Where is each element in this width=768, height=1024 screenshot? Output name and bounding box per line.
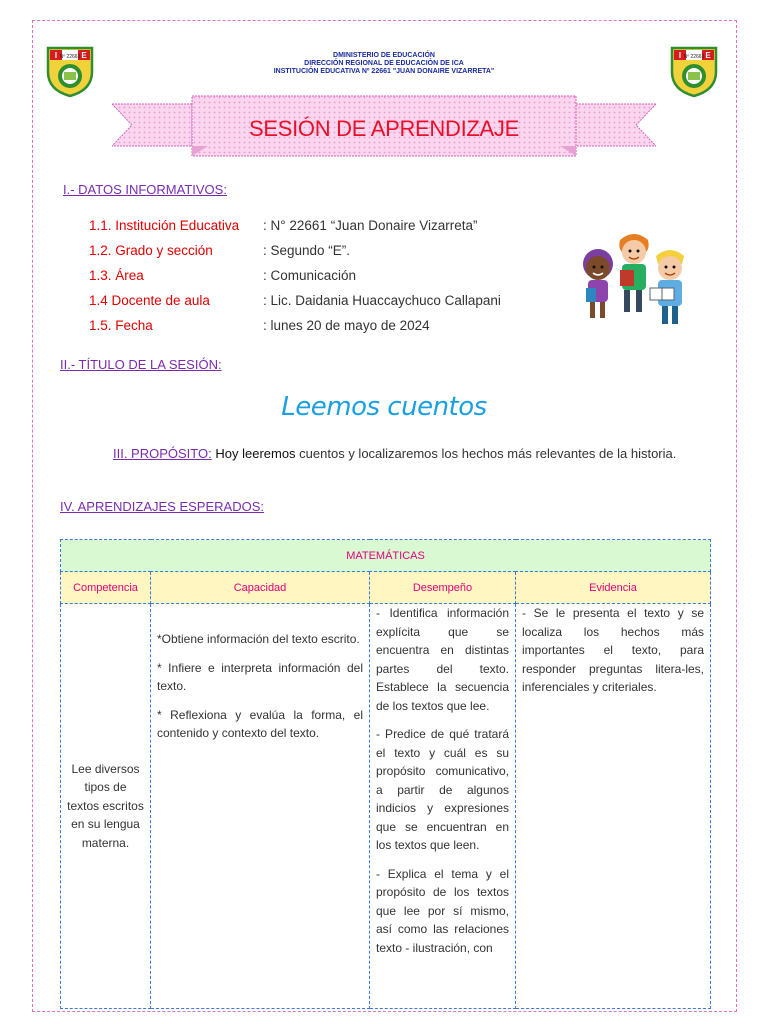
header-evidencia: Evidencia [516,572,711,604]
info-label: 1.3. Área [89,268,144,283]
info-value: : Comunicación [263,268,357,283]
table-row [61,604,711,1009]
header-competencia: Competencia [61,572,151,604]
info-value: : Segundo “E”. [263,243,351,258]
info-value: : N° 22661 “Juan Donaire Vizarreta” [263,218,478,233]
crest-number: Nº 22661 [59,54,81,60]
page-title: SESIÓN DE APRENDIZAJE [249,116,519,141]
capacidad-item: *Obtiene información del texto escrito. [157,632,360,646]
section-aprendizajes-title: IV. APRENDIZAJES ESPERADOS: [60,499,264,514]
competencia-cell: Lee diversos tipos de textos escritos en su lengua materna. [61,604,151,1009]
capacidad-cell [151,604,370,1009]
evidencia-cell [516,604,711,1009]
capacidad-item: * Reflexiona y evalúa la forma, el contenido y contexto del texto. [157,707,363,740]
institution-header [0,52,768,76]
svg-text:I: I [678,51,682,60]
header-desempeno: Desempeño [370,572,516,604]
info-label: 1.1. Institución Educativa [89,218,240,233]
svg-text:Nº 22661: Nº 22661 [683,54,705,60]
header-line-ministry: DMINISTERIO DE EDUCACIÓN [333,52,435,59]
desempeno-item: - Identifica información explícita que se encuentra en distintas partes del texto. Establece la secuencia de los textos que lee. [376,606,509,713]
title-banner [112,90,656,166]
purpose-lead: Hoy leeremos [215,446,296,461]
header-line-institution: INSTITUCIÓN EDUCATIVA Nº 22661 "JUAN DONAIRE VIZARRETA" [273,68,495,75]
desempeno-item: - Predice de qué tratará el texto y cuál es su propósito comunicativo, a partir de algunos indicios y expresiones que se encuentran en los textos que leen. [376,727,509,852]
crest-letter-e: E [81,51,87,60]
info-label: 1.2. Grado y sección [89,243,213,258]
info-label: 1.5. Fecha [89,318,153,333]
learning-table [60,539,711,1009]
table-area-row [61,540,711,572]
svg-text:E: E [705,51,711,60]
header-line-direction: DIRECCIÓN REGIONAL DE EDUCACIÓN DE ICA [304,60,464,67]
lesson-title: Leemos cuentos [281,392,487,422]
crest-letter-i: I [54,51,58,60]
purpose-label: III. PROPÓSITO: [113,446,212,461]
evidencia-item: - Se le presenta el texto y se localiza los hechos más importantes el texto, para responder preguntas litera-les, inferenciales y criteriales. [522,606,705,694]
table-header-row [61,572,711,604]
section-titulo-title: II.- TÍTULO DE LA SESIÓN: [60,357,222,372]
section-datos-title: I.- DATOS INFORMATIVOS: [63,182,227,197]
info-value: : Lic. Daidania Huaccaychuco Callapani [263,293,501,308]
desempeno-item: - Explica el tema y el propósito de los textos que lee por sí mismo, así como las relaciones texto - ilustración, con [376,866,509,955]
info-value: : lunes 20 de mayo de 2024 [263,318,430,333]
area-cell: MATEMÁTICAS [61,540,711,572]
children-reading-illustration-icon [576,226,692,328]
header-capacidad: Capacidad [151,572,370,604]
purpose-text: cuentos y localizaremos los hechos más relevantes de la historia. [295,446,677,461]
purpose-line [113,446,676,461]
capacidad-item: * Infiere e interpreta información del texto. [157,660,363,693]
desempeno-cell [370,604,516,1009]
info-label: 1.4 Docente de aula [89,293,210,308]
